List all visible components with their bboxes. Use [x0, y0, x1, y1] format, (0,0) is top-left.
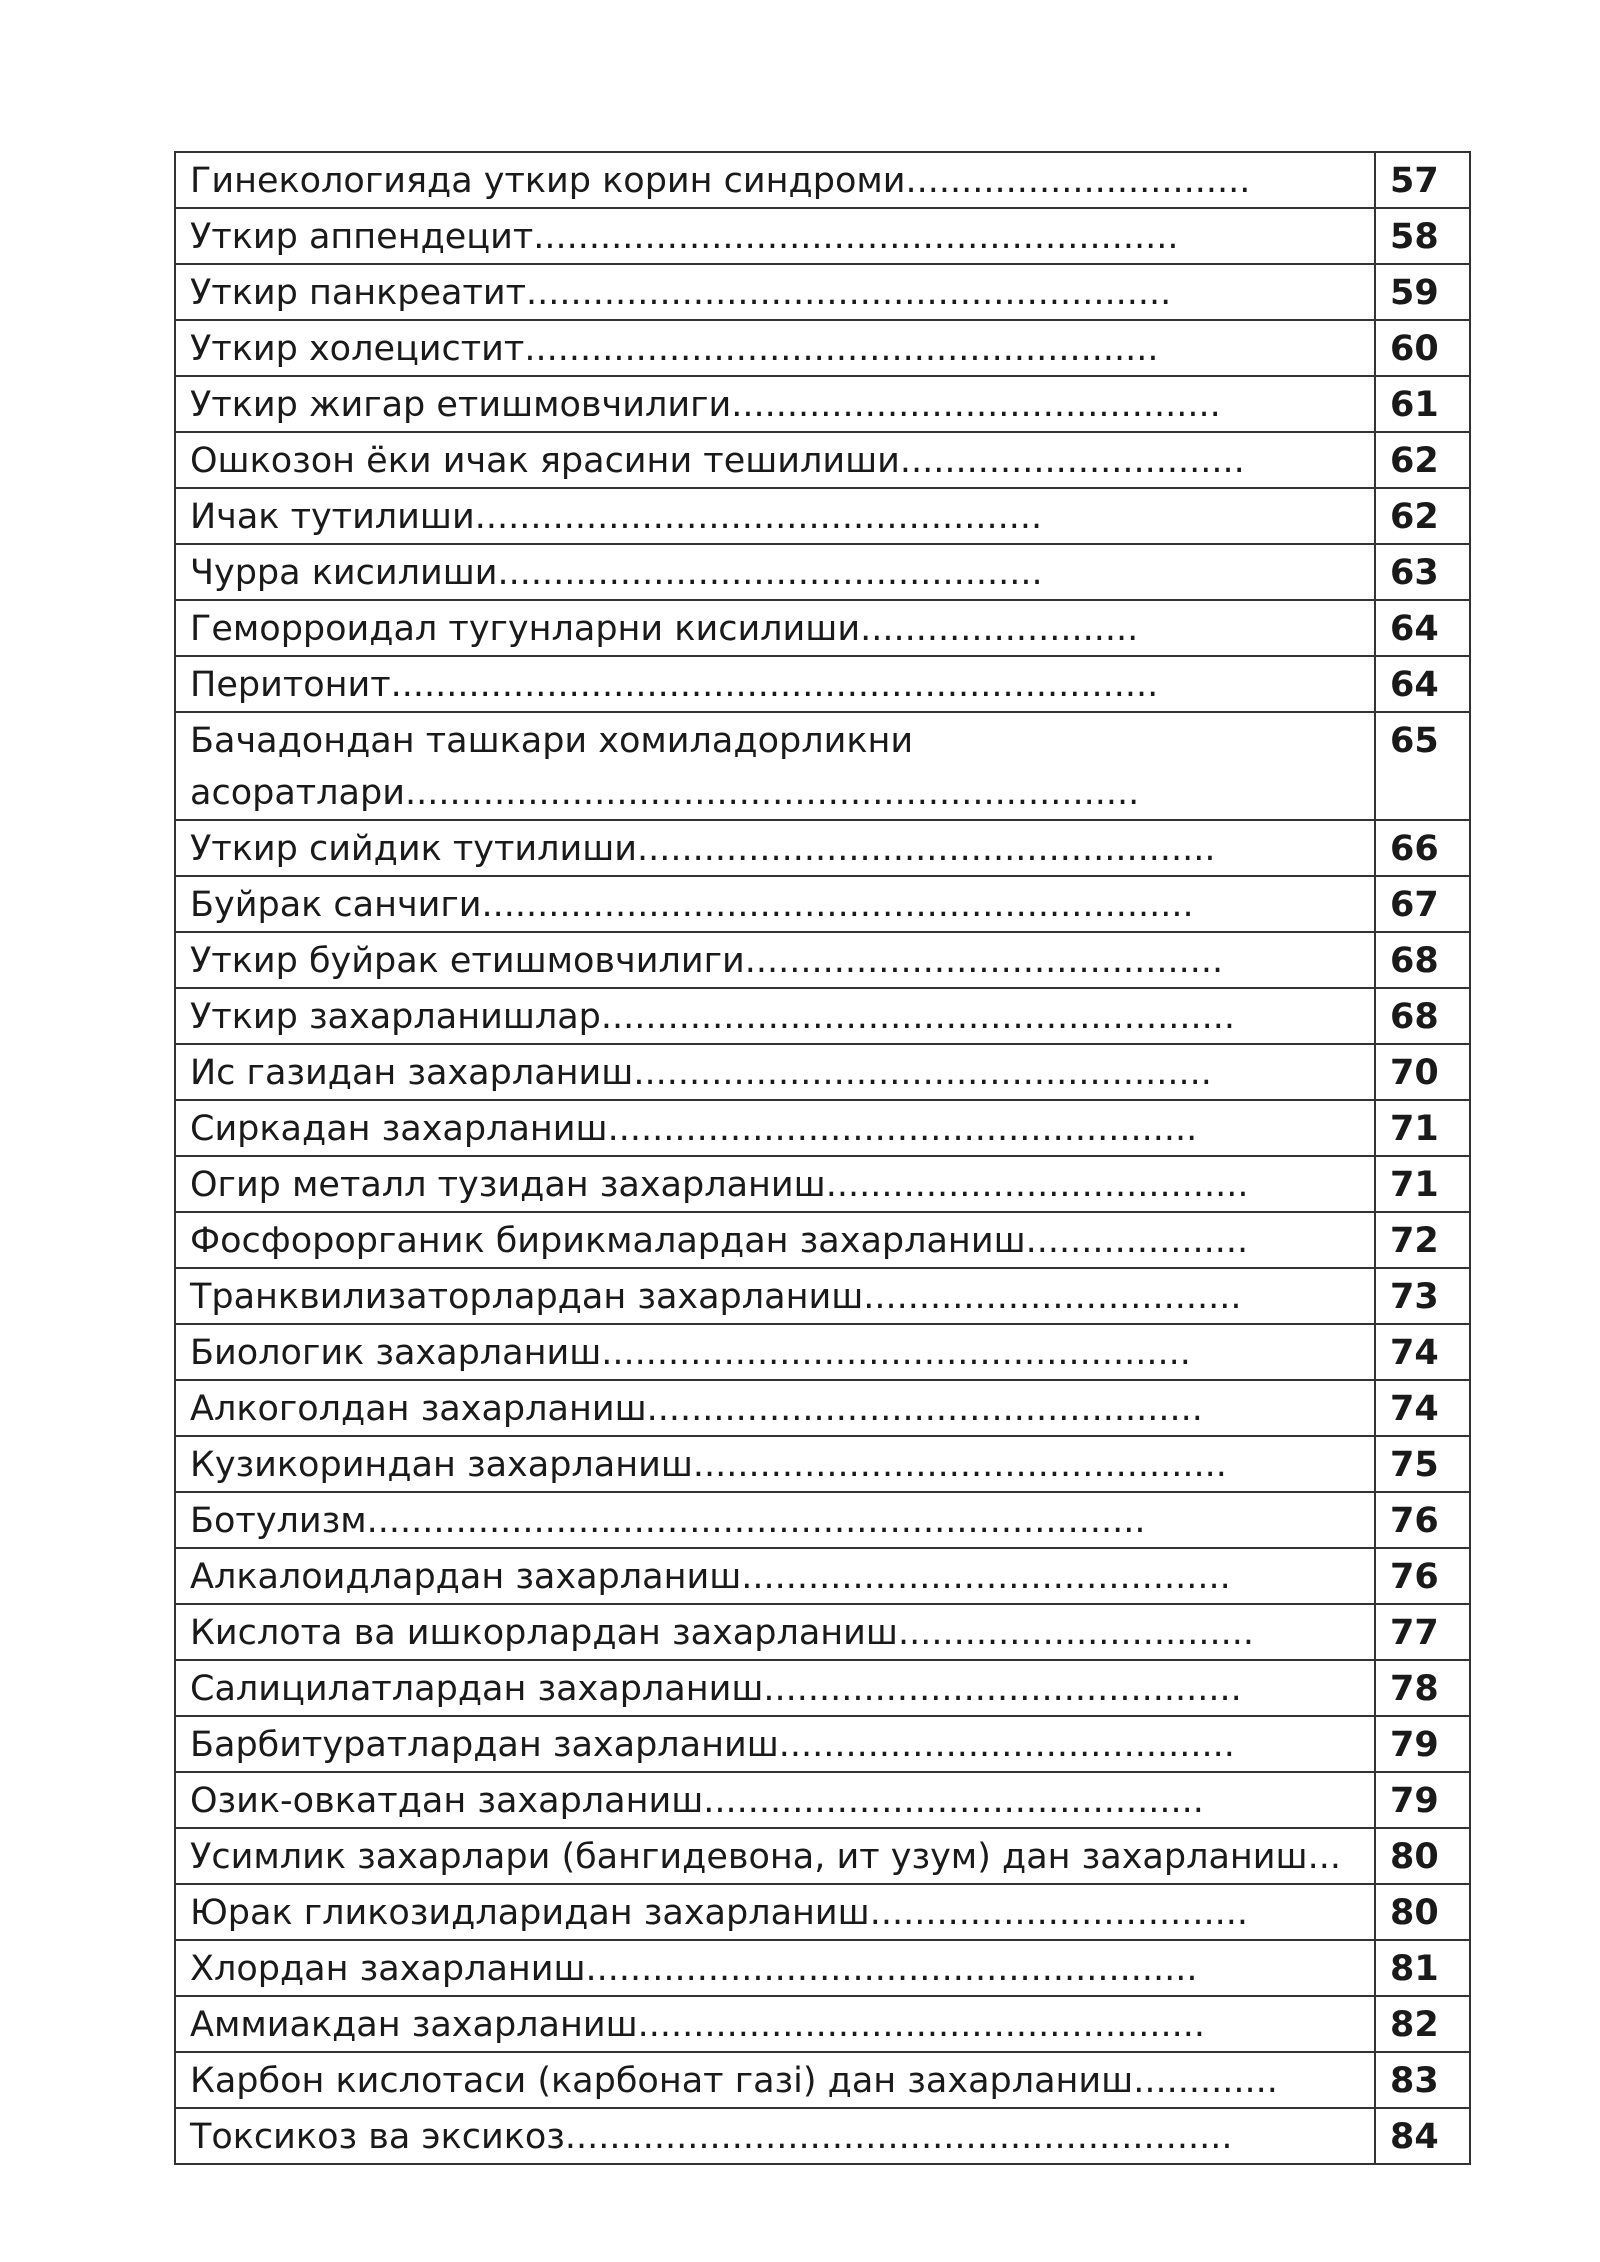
toc-entry-title [175, 1044, 1375, 1100]
toc-row [175, 2052, 1470, 2108]
toc-leader-dots: ............................................ [741, 1557, 1231, 1597]
toc-entry-title [175, 264, 1375, 320]
toc-page-number: 82 [1375, 1996, 1470, 2052]
toc-row [175, 932, 1470, 988]
toc-page-number: 84 [1375, 2108, 1470, 2164]
toc-entry-title-text: Ошкозон ёки ичак ярасини тешилиши [190, 441, 900, 481]
toc-row [175, 488, 1470, 544]
toc-entry-title [175, 1156, 1375, 1212]
toc-entry-title [175, 1884, 1375, 1940]
toc-leader-dots: ... [1307, 1837, 1341, 1877]
toc-leader-dots: .................................................................. [404, 773, 1140, 813]
toc-entry-title-text: Уткир аппендецит [190, 217, 534, 257]
toc-leader-dots: .................... [1025, 1221, 1249, 1261]
toc-entry-title [175, 1492, 1375, 1548]
toc-page-number: 67 [1375, 876, 1470, 932]
toc-leader-dots: .................................................. [646, 1389, 1203, 1429]
toc-page-number: 78 [1375, 1660, 1470, 1716]
toc-row [175, 1996, 1470, 2052]
toc-row [175, 876, 1470, 932]
toc-entry-title [175, 432, 1375, 488]
toc-page-number: 77 [1375, 1604, 1470, 1660]
toc-page-number: 71 [1375, 1156, 1470, 1212]
toc-entry-title-text: Ботулизм [190, 1501, 367, 1541]
toc-entry-title-text: Карбон кислотаси (карбонат газi) дан захарланиш [190, 2061, 1134, 2101]
toc-row [175, 1492, 1470, 1548]
toc-row [175, 2108, 1470, 2164]
toc-leader-dots: ........................................... [763, 1669, 1242, 1709]
toc-leader-dots: ................................................ [692, 1445, 1227, 1485]
toc-leader-dots: ............................................................ [564, 2117, 1233, 2157]
toc-row [175, 376, 1470, 432]
toc-entry-title-text: Уткир панкреатит [190, 273, 527, 313]
toc-entry-title-text: Транквилизаторлардан захарланиш [190, 1277, 864, 1317]
toc-entry-title-text: Геморроидал тугунларни кисилиши [190, 609, 861, 649]
toc-entry-title-text: Чурра кисилиши [190, 553, 498, 593]
toc-entry-title [175, 1100, 1375, 1156]
toc-entry-title-line1: Бачадондан ташкари хомиладорликни [190, 721, 914, 761]
toc-entry-title-text: Барбитуратлардан захарланиш [190, 1725, 779, 1765]
toc-leader-dots: ...................................... [825, 1165, 1249, 1205]
toc-row [175, 988, 1470, 1044]
toc-leader-dots: ....................................................... [585, 1949, 1198, 1989]
toc-entry-title-text: Уткир захарланишлар [190, 997, 601, 1037]
toc-row [175, 600, 1470, 656]
toc-page-number: 61 [1375, 376, 1470, 432]
toc-page-number: 74 [1375, 1380, 1470, 1436]
toc-entry-title-text: Озик-овкатдан захарланиш [190, 1781, 704, 1821]
toc-row [175, 152, 1470, 208]
toc-entry-title [175, 1268, 1375, 1324]
toc-row [175, 656, 1470, 712]
toc-leader-dots: ............. [1133, 2061, 1278, 2101]
toc-body [175, 152, 1470, 2164]
toc-leader-dots: ............................................. [703, 1781, 1204, 1821]
toc-entry-title-text: Уткир холецистит [190, 329, 525, 369]
toc-page-number: 81 [1375, 1940, 1470, 1996]
toc-row [175, 1660, 1470, 1716]
toc-leader-dots: .......................................................... [533, 217, 1179, 257]
toc-row [175, 544, 1470, 600]
toc-page-number: 80 [1375, 1884, 1470, 1940]
toc-row [175, 208, 1470, 264]
toc-leader-dots: .......................................................... [526, 273, 1172, 313]
toc-leader-dots: ......................................................... [600, 997, 1236, 1037]
toc-leader-dots: ..................................................... [601, 1333, 1191, 1373]
toc-leader-dots: ................................................... [637, 2005, 1206, 2045]
toc-entry-title-text: Уткир буйрак етишмовчилиги [190, 941, 745, 981]
toc-page-number: 79 [1375, 1716, 1470, 1772]
toc-entry-title-text: Юрак гликозидларидан захарланиш [190, 1893, 870, 1933]
toc-entry-title-text: Биологик захарланиш [190, 1333, 602, 1373]
toc-leader-dots: ......................................... [778, 1725, 1235, 1765]
toc-entry-title [175, 1828, 1375, 1884]
toc-row [175, 1884, 1470, 1940]
toc-page-number: 68 [1375, 988, 1470, 1044]
toc-row [175, 1380, 1470, 1436]
toc-leader-dots: .................................. [863, 1277, 1242, 1317]
toc-entry-title-line2-wrap [190, 767, 1364, 819]
toc-row [175, 320, 1470, 376]
toc-entry-title [175, 1380, 1375, 1436]
toc-entry-title-text: Сиркадан захарланиш [190, 1109, 608, 1149]
toc-entry-title-text: Гинекологияда уткир корин синдроми [190, 161, 906, 201]
toc-leader-dots: ........................................... [744, 941, 1224, 981]
toc-page-number: 74 [1375, 1324, 1470, 1380]
toc-entry-title [175, 208, 1375, 264]
toc-entry-title-text: Фосфорорганик бирикмалардан захарланиш [190, 1221, 1026, 1261]
toc-leader-dots: ..................................................... [607, 1109, 1198, 1149]
toc-leader-dots: ..................................................................... [390, 665, 1159, 705]
toc-entry-title [175, 600, 1375, 656]
toc-page-number: 65 [1375, 712, 1470, 820]
toc-leader-dots: ................................................................ [481, 885, 1194, 925]
toc-entry-title-text: Уткир сийдик тутилиши [190, 829, 638, 869]
toc-row [175, 1044, 1470, 1100]
toc-entry-title [175, 876, 1375, 932]
toc-entry-title-text: Усимлик захарлари (бангидевона, ит узум) дан захарланиш [190, 1837, 1308, 1877]
toc-leader-dots: .................................. [869, 1893, 1248, 1933]
toc-entry-title [175, 932, 1375, 988]
toc-leader-dots: ............................... [905, 161, 1251, 201]
toc-page-number: 60 [1375, 320, 1470, 376]
toc-page-number: 58 [1375, 208, 1470, 264]
toc-leader-dots: ................................ [897, 1613, 1254, 1653]
toc-entry-title-text: Токсикоз ва эксикоз [190, 2117, 565, 2157]
toc-entry-title [175, 488, 1375, 544]
toc-row [175, 1212, 1470, 1268]
toc-entry-title [175, 1772, 1375, 1828]
toc-page-number: 83 [1375, 2052, 1470, 2108]
toc-row [175, 1940, 1470, 1996]
toc-row [175, 1716, 1470, 1772]
toc-entry-title-text: Хлордан захарланиш [190, 1949, 586, 1989]
toc-leader-dots: ......................... [860, 609, 1139, 649]
toc-entry-title-line2: асоратлари [190, 773, 405, 813]
toc-row [175, 712, 1470, 820]
toc-entry-title [175, 320, 1375, 376]
toc-page-number: 76 [1375, 1548, 1470, 1604]
toc-entry-title [175, 1436, 1375, 1492]
toc-entry-title [175, 2108, 1375, 2164]
toc-entry-title [175, 712, 1375, 820]
toc-leader-dots: ............................................ [731, 385, 1221, 425]
toc-row [175, 1268, 1470, 1324]
toc-entry-title [175, 656, 1375, 712]
toc-entry-title [175, 1996, 1375, 2052]
toc-page-number: 66 [1375, 820, 1470, 876]
toc-page-number: 76 [1375, 1492, 1470, 1548]
toc-leader-dots: ................................................... [474, 497, 1043, 537]
toc-page-number: 70 [1375, 1044, 1470, 1100]
toc-entry-title-text: Огир металл тузидан захарланиш [190, 1165, 826, 1205]
toc-leader-dots: ......................................................... [524, 329, 1159, 369]
toc-row [175, 1156, 1470, 1212]
toc-row [175, 820, 1470, 876]
toc-entry-title-text: Перитонит [190, 665, 391, 705]
toc-page-number: 80 [1375, 1828, 1470, 1884]
toc-row [175, 1324, 1470, 1380]
toc-entry-title [175, 1716, 1375, 1772]
toc-page-number: 75 [1375, 1436, 1470, 1492]
toc-page-number: 62 [1375, 488, 1470, 544]
toc-entry-title-text: Салицилатлардан захарланиш [190, 1669, 764, 1709]
toc-row [175, 1604, 1470, 1660]
toc-page-number: 68 [1375, 932, 1470, 988]
toc-leader-dots: ............................... [899, 441, 1245, 481]
toc-leader-dots: ...................................................................... [366, 1501, 1146, 1541]
toc-row [175, 1828, 1470, 1884]
toc-entry-title [175, 820, 1375, 876]
toc-entry-title [175, 1324, 1375, 1380]
toc-entry-title-text: Ичак тутилиши [190, 497, 475, 537]
toc-page-number: 79 [1375, 1772, 1470, 1828]
toc-leader-dots: .................................................... [637, 829, 1216, 869]
toc-page-number: 73 [1375, 1268, 1470, 1324]
toc-row [175, 432, 1470, 488]
toc-page-number: 59 [1375, 264, 1470, 320]
toc-page-number: 62 [1375, 432, 1470, 488]
toc-entry-title [175, 376, 1375, 432]
toc-entry-title [175, 988, 1375, 1044]
toc-entry-title-text: Алкалоидлардан захарланиш [190, 1557, 742, 1597]
toc-entry-title [175, 1212, 1375, 1268]
toc-entry-title-text: Ис газидан захарланиш [190, 1053, 634, 1093]
toc-leader-dots: ................................................. [497, 553, 1043, 593]
toc-row [175, 1436, 1470, 1492]
toc-page-number: 63 [1375, 544, 1470, 600]
table-of-contents [174, 151, 1471, 2165]
toc-row [175, 1548, 1470, 1604]
toc-entry-title-text: Кислота ва ишкорлардан захарланиш [190, 1613, 898, 1653]
toc-entry-title [175, 1604, 1375, 1660]
toc-entry-title [175, 152, 1375, 208]
toc-entry-title [175, 544, 1375, 600]
toc-row [175, 1772, 1470, 1828]
toc-entry-title [175, 2052, 1375, 2108]
toc-page-number: 72 [1375, 1212, 1470, 1268]
toc-entry-title-text: Кузикориндан захарланиш [190, 1445, 693, 1485]
toc-entry-title [175, 1548, 1375, 1604]
toc-page-number: 57 [1375, 152, 1470, 208]
toc-entry-title-text: Буйрак санчиги [190, 885, 482, 925]
toc-page-number: 64 [1375, 656, 1470, 712]
toc-page-number: 71 [1375, 1100, 1470, 1156]
toc-entry-title [175, 1940, 1375, 1996]
toc-leader-dots: .................................................... [633, 1053, 1212, 1093]
toc-row [175, 1100, 1470, 1156]
toc-entry-title-text: Уткир жигар етишмовчилиги [190, 385, 732, 425]
toc-entry-title-text: Аммиакдан захарланиш [190, 2005, 638, 2045]
toc-row [175, 264, 1470, 320]
toc-entry-title [175, 1660, 1375, 1716]
toc-entry-title-text: Алкоголдан захарланиш [190, 1389, 647, 1429]
toc-page-number: 64 [1375, 600, 1470, 656]
